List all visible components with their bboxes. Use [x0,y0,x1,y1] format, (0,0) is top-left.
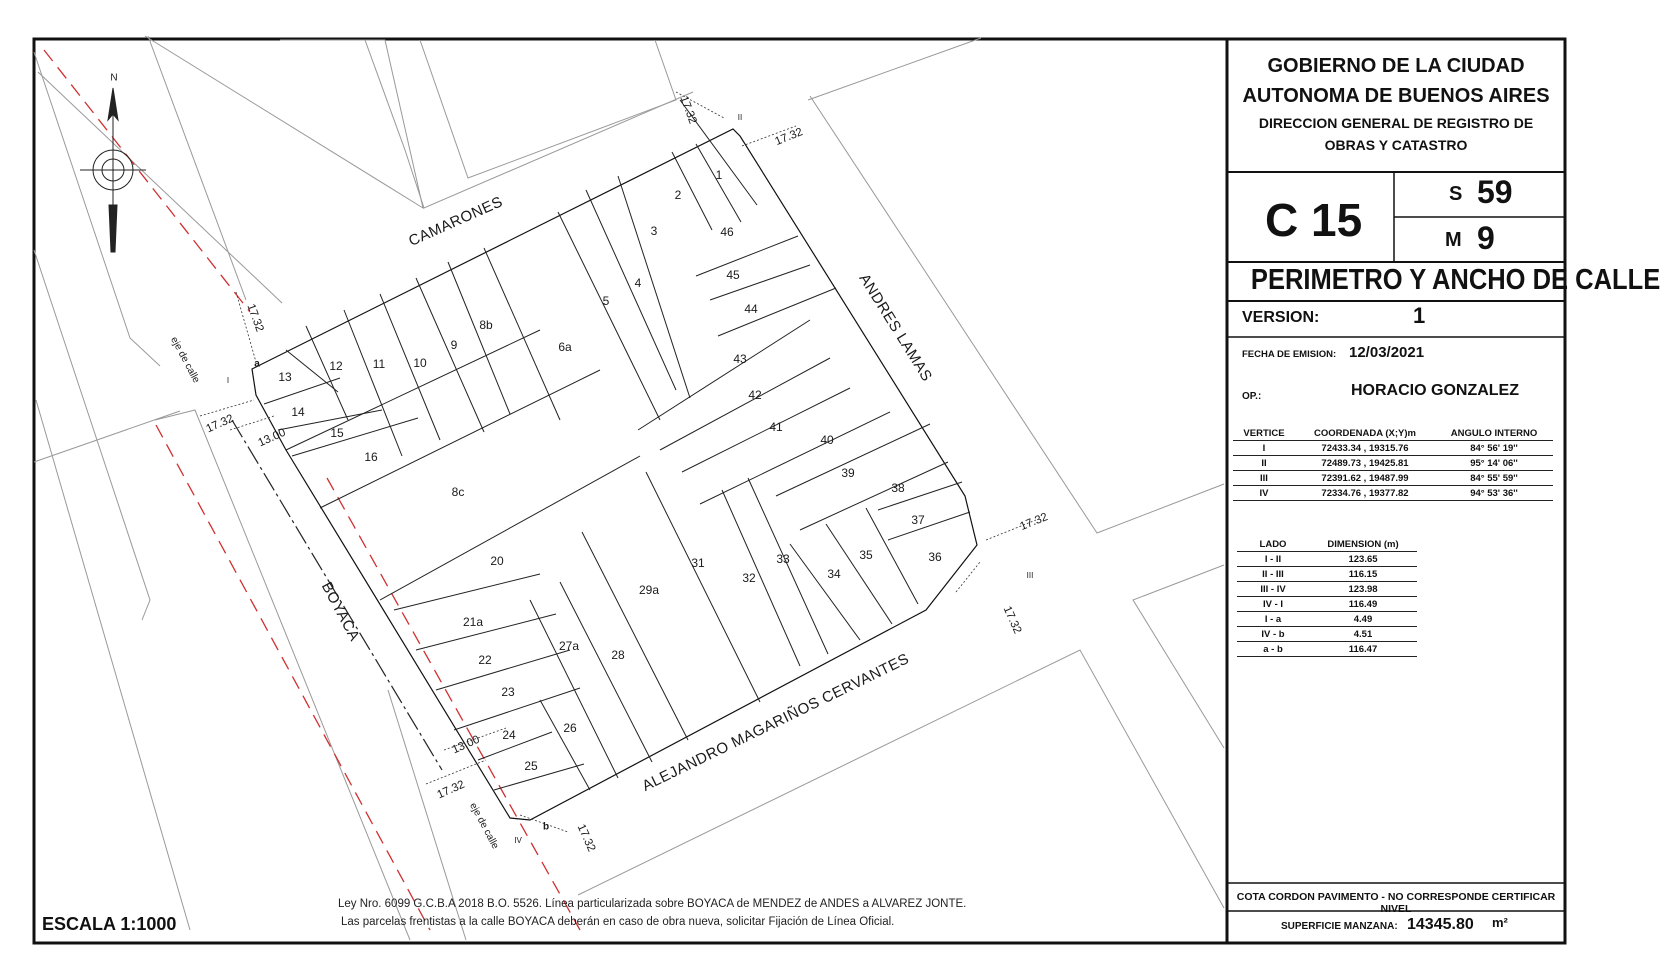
parcel-39: 39 [841,466,855,481]
angulo-cell: 94° 53' 36'' [1435,486,1553,501]
parcel-25: 25 [524,759,538,774]
parcel-29a: 29a [638,583,660,598]
north-arrow [80,88,146,252]
cota-note: COTA CORDON PAVIMENTO - NO CORRESPONDE CERTIFICAR NIVEL [1236,891,1556,915]
operator-label: OP.: [1242,391,1262,402]
parcel-20: 20 [490,554,504,569]
coordenada-cell: 72489.73 , 19425.81 [1295,456,1435,471]
parcel-28: 28 [611,648,625,663]
table-row [1237,567,1417,582]
vertices-header-row [1233,426,1553,441]
angulo-cell: 84° 56' 19'' [1435,441,1553,456]
dimension-cell: 123.65 [1309,552,1417,567]
superficie-label: SUPERFICIE MANZANA: [1281,921,1398,932]
vertices-table [1233,426,1553,501]
parcel-12: 12 [329,359,343,374]
street-boyaca: BOYACA [317,579,364,645]
table-row [1237,582,1417,597]
col-vertice: VERTICE [1233,426,1295,441]
lado-cell: IV - b [1237,627,1309,642]
parcel-33: 33 [776,552,790,567]
col-dimension: DIMENSION (m) [1309,537,1417,552]
col-angulo: ANGULO INTERNO [1435,426,1553,441]
width-camarones-a: 17.32 [244,302,266,334]
lado-cell: I - II [1237,552,1309,567]
table-row [1233,486,1553,501]
seccion-label: S [1449,183,1463,205]
vertice-cell: I [1233,441,1295,456]
parcel-44: 44 [744,302,758,317]
manzana-value: 9 [1477,220,1495,256]
dimension-cell: 4.49 [1309,612,1417,627]
superficie-unit: m² [1492,915,1508,930]
dimension-cell: 4.51 [1309,627,1417,642]
document-title: PERIMETRO Y ANCHO DE CALLE [1250,264,1660,296]
parcel-23: 23 [501,685,515,700]
col-lado: LADO [1237,537,1309,552]
coordenada-cell: 72433.34 , 19315.76 [1295,441,1435,456]
vertex-a: a [254,358,260,370]
parcel-10: 10 [413,356,427,371]
parcel-15: 15 [330,426,344,441]
parcel-42: 42 [748,388,762,403]
block-outline [252,129,977,820]
angulo-cell: 95° 14' 06'' [1435,456,1553,471]
title-block [1227,39,1660,943]
lado-cell: IV - I [1237,597,1309,612]
version-value: 1 [1413,303,1426,328]
operator-value: HORACIO GONZALEZ [1351,382,1519,399]
width-boyaca-b: 17.32 [435,778,467,802]
seccion-value: 59 [1477,174,1513,210]
offset-top: 13.00 [256,426,288,450]
header-line-2: AUTONOMA DE BUENOS AIRES [1242,85,1550,107]
offset-bottom: 13.00 [450,733,482,757]
emision-value: 12/03/2021 [1349,344,1425,361]
vertex-IV: IV [514,836,522,846]
sides-table [1237,537,1417,657]
parcel-40: 40 [820,433,834,448]
vertex-b: b [542,821,550,833]
north-label: N [110,72,118,84]
parcel-8b: 8b [479,318,493,333]
vertex-I: I [226,376,230,386]
emision-label: FECHA DE EMISION: [1242,349,1337,360]
parcel-6a: 6a [558,340,572,355]
parcel-9: 9 [450,338,458,353]
vertice-cell: III [1233,471,1295,486]
parcel-45: 45 [726,268,740,283]
parcel-4: 4 [634,276,642,291]
dimension-cell: 123.98 [1309,582,1417,597]
parcel-5: 5 [602,294,610,309]
header-line-1: GOBIERNO DE LA CIUDAD [1267,55,1525,77]
header-line-4: OBRAS Y CATASTRO [1324,137,1468,153]
parcel-2: 2 [674,188,682,203]
parcel-16: 16 [364,450,378,465]
parcel-11: 11 [372,357,386,372]
sides-header-row [1237,537,1417,552]
parcel-31: 31 [691,556,705,571]
vertice-cell: II [1233,456,1295,471]
parcel-35: 35 [859,548,873,563]
parcel-34: 34 [827,567,841,582]
parcel-46: 46 [720,225,734,240]
table-row [1237,627,1417,642]
scale-label: ESCALA 1:1000 [42,914,177,934]
parcel-1: 1 [715,168,723,183]
parcel-27a: 27a [558,639,580,654]
vertex-III: III [1026,571,1034,581]
width-boyaca-a: 17.32 [204,412,236,436]
width-camarones-b: 17.32 [677,94,699,126]
width-andres-b: 17.32 [1018,511,1050,533]
superficie-value: 14345.80 [1407,916,1474,933]
parcel-21a: 21a [462,615,484,630]
table-row [1233,456,1553,471]
version-label: VERSION: [1242,309,1320,326]
parcel-43: 43 [733,352,747,367]
parcel-26: 26 [563,721,577,736]
dimension-lines [200,92,1036,832]
vertice-cell: IV [1233,486,1295,501]
street-andres-lamas: ANDRES LAMAS [855,270,936,385]
parcel-36: 36 [928,550,942,565]
coordenada-cell: 72334.76 , 19377.82 [1295,486,1435,501]
table-row [1237,642,1417,657]
table-row [1233,441,1553,456]
parcel-24: 24 [502,728,516,743]
parcel-13: 13 [278,370,292,385]
parcel-14: 14 [291,405,305,420]
parcel-32: 32 [742,571,756,586]
parcel-3: 3 [650,224,658,239]
street-camarones: CAMARONES [406,193,506,250]
header-line-3: DIRECCION GENERAL DE REGISTRO DE [1258,115,1534,131]
angulo-cell: 84° 55' 59'' [1435,471,1553,486]
axis-label-bottom: eje de calle [467,801,501,851]
lado-cell: I - a [1237,612,1309,627]
parcel-41: 41 [769,420,783,435]
coordenada-cell: 72391.62 , 19487.99 [1295,471,1435,486]
table-row [1237,597,1417,612]
parcel-38: 38 [891,481,905,496]
dimension-cell: 116.47 [1309,642,1417,657]
table-row [1237,552,1417,567]
vertex-II: II [737,113,743,123]
dimension-cell: 116.49 [1309,597,1417,612]
manzana-label: M [1445,229,1462,251]
lado-cell: III - IV [1237,582,1309,597]
lado-cell: a - b [1237,642,1309,657]
dimension-cell: 116.15 [1309,567,1417,582]
width-andres-a: 17.32 [773,126,805,148]
lado-cell: II - III [1237,567,1309,582]
note-line-1: Ley Nro. 6099 G.C.B.A 2018 B.O. 5526. Línea particularizada sobre BOYACA de MENDEZ de ANDES a ALVAREZ JONTE. [338,898,967,910]
col-coordenada: COORDENADA (X;Y)m [1295,426,1435,441]
axis-label-top: eje de calle [168,335,202,385]
circunscripcion: C 15 [1265,194,1363,246]
parcel-22: 22 [478,653,492,668]
table-row [1233,471,1553,486]
parcel-8c: 8c [451,485,465,500]
parcel-37: 37 [911,513,925,528]
neighbor-blocks [34,36,1224,940]
table-row [1237,612,1417,627]
street-magarinos: ALEJANDRO MAGARIÑOS CERVANTES [639,650,912,795]
width-magarinos-a: 17.32 [1000,604,1024,636]
width-magarinos-b: 17.32 [574,822,598,854]
note-line-2: Las parcelas frentistas a la calle BOYACA deberán en caso de obra nueva, solicitar Fijación de Línea Oficial. [341,916,895,928]
street-axes [44,50,580,930]
